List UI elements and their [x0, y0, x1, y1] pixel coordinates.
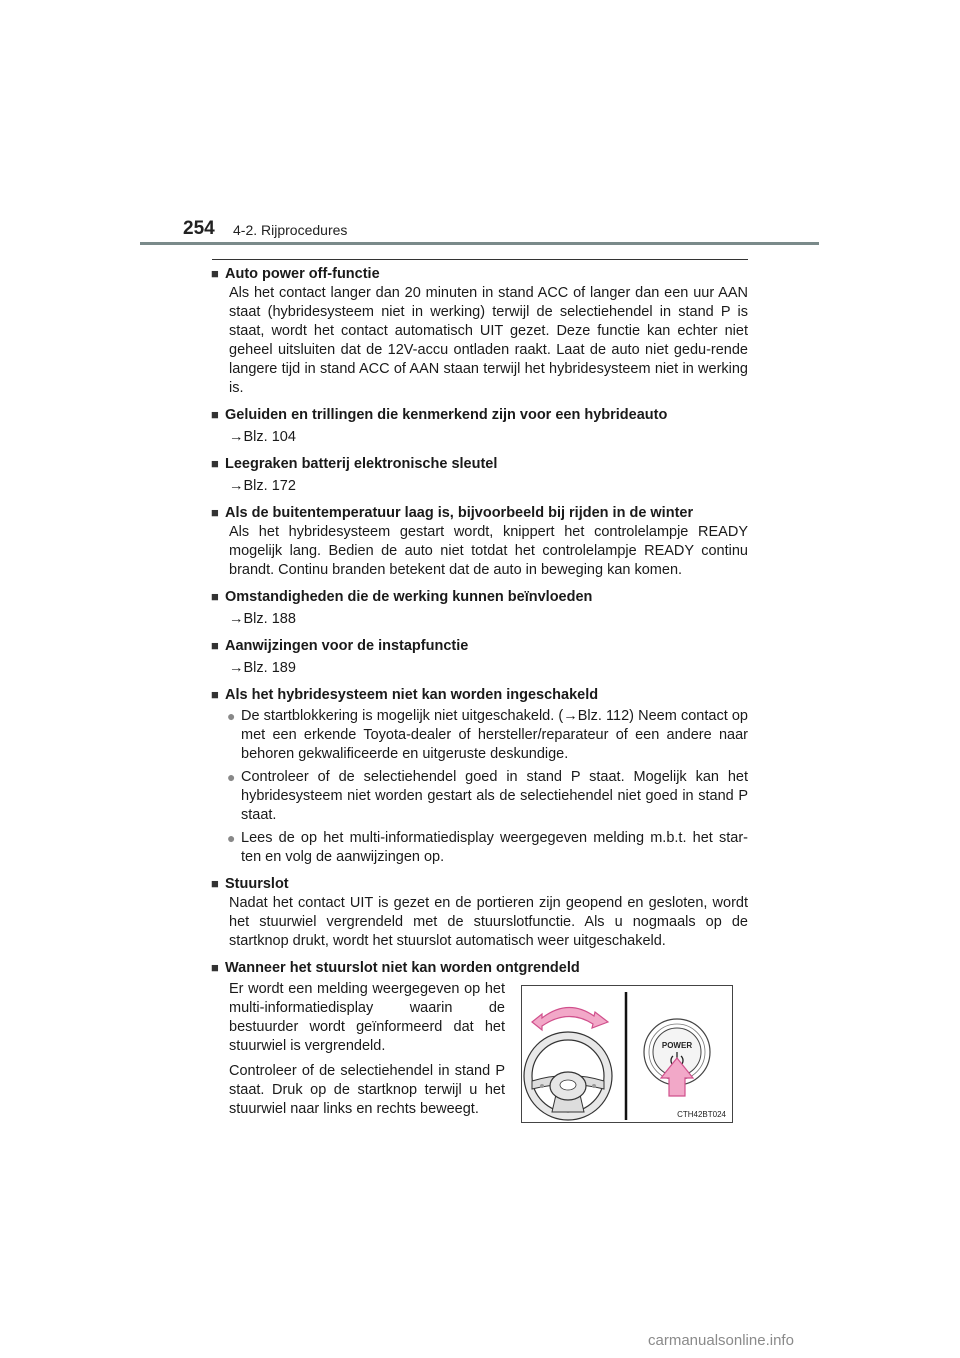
entry-text: Als het hybridesysteem gestart wordt, knippert het controlelampje READY mogelijk lang. Bedien de auto niet totdat het controlelampje READY continu brandt. Continu branden betekent dat de auto in beweging kan komen. [229, 524, 748, 578]
entry-title: Leegraken batterij elektronische sleutel [225, 456, 498, 472]
entry-niet-ingeschakeld [211, 685, 748, 867]
entry-instapfunctie [211, 636, 748, 678]
header-rule [140, 242, 819, 245]
main-content [211, 264, 748, 1135]
round-bullet-icon: ● [227, 769, 236, 785]
page-number: 254 [183, 218, 215, 239]
section-title: 4-2. Rijprocedures [233, 222, 348, 238]
entry-text: Als het contact langer dan 20 minuten in stand ACC of langer dan een uur AAN staat (hybridesysteem niet in werking) terwijl de selectiehendel in stand P is staat, wordt het contact automatisch UIT gezet. Deze functie kan echter niet geheel uitsluiten dat de 12V-accu ontladen raakt. Laat de auto niet gedu-rende langere tijd in stand ACC of AAN staan terwijl het hybridesysteem niet in werking is. [229, 285, 748, 396]
list-item [227, 707, 748, 764]
page-reference-link[interactable]: →Blz. 188 [229, 611, 296, 627]
entry-buitentemperatuur [211, 503, 748, 580]
page-reference-link[interactable]: →Blz. 104 [229, 429, 296, 445]
list-item [227, 829, 748, 867]
entry-stuurslot-ontgrendelen [211, 958, 748, 1128]
list-item-text: Controleer of de selectiehendel goed in stand P staat. Mogelijk kan het hybridesysteem niet worden gestart als de selectiehendel niet goed in stand P staat. [241, 769, 748, 823]
round-bullet-icon: ● [227, 830, 236, 846]
entry-title: Als de buitentemperatuur laag is, bijvoorbeeld bij rijden in de winter [225, 505, 694, 521]
square-bullet-icon: ■ [211, 876, 219, 891]
entry-text: Nadat het contact UIT is gezet en de portieren zijn geopend en gesloten, wordt het stuurwiel vergrendeld met de stuurslotfunctie. Als u nogmaals op de startknop drukt, wordt het stuurslot automatisch weer uitgeschakeld. [229, 895, 748, 949]
list-item-text: De startblokkering is mogelijk niet uitgeschakeld. (→Blz. 112) Neem contact op met een erkende Toyota-dealer of hersteller/reparateur of een andere naar behoren gekwalificeerde en uitgeruste deskundige. [241, 708, 748, 762]
rotate-arrow-icon [532, 1007, 608, 1030]
entry-omstandigheden [211, 587, 748, 629]
illustration-svg [522, 986, 732, 1122]
page-reference-link[interactable]: →Blz. 189 [229, 660, 296, 676]
entry-title: Wanneer het stuurslot niet kan worden ontgrendeld [225, 960, 580, 976]
entry-auto-power-off [211, 264, 748, 398]
entry-geluiden [211, 405, 748, 447]
square-bullet-icon: ■ [211, 407, 219, 422]
entry-stuurslot [211, 874, 748, 951]
entry-text: Controleer of de selectiehendel in stand P staat. Druk op de startknop terwijl u het stuurwiel naar links en rechts beweegt. [229, 1063, 505, 1117]
square-bullet-icon: ■ [211, 589, 219, 604]
round-bullet-icon: ● [227, 708, 236, 724]
watermark: carmanualsonline.info [648, 1332, 794, 1349]
entry-title: Aanwijzingen voor de instapfunctie [225, 638, 469, 654]
list-item-text: Lees de op het multi-informatiedisplay weergegeven melding m.b.t. het star-ten en volg de aanwijzingen op. [241, 830, 748, 865]
square-bullet-icon: ■ [211, 687, 219, 702]
square-bullet-icon: ■ [211, 456, 219, 471]
list-item [227, 768, 748, 825]
square-bullet-icon: ■ [211, 505, 219, 520]
square-bullet-icon: ■ [211, 960, 219, 975]
steering-wheel-power-button-illustration [521, 985, 733, 1123]
page-reference-link[interactable]: →Blz. 172 [229, 478, 296, 494]
entry-title: Omstandigheden die de werking kunnen beïnvloeden [225, 589, 593, 605]
entry-title: Auto power off-functie [225, 266, 380, 282]
entry-title: Als het hybridesysteem niet kan worden ingeschakeld [225, 687, 599, 703]
entry-leegraken [211, 454, 748, 496]
steering-wheel-icon [524, 1032, 612, 1120]
square-bullet-icon: ■ [211, 638, 219, 653]
content-rule [212, 259, 748, 260]
entry-title: Geluiden en trillingen die kenmerkend zijn voor een hybrideauto [225, 407, 668, 423]
entry-title: Stuurslot [225, 876, 289, 892]
figure-code: CTH42BT024 [677, 1110, 726, 1119]
entry-text: Er wordt een melding weergegeven op het multi-informatiedisplay waarin de bestuurder wordt geïnformeerd dat het stuurwiel is vergrendeld. [229, 981, 505, 1054]
power-label: POWER [661, 1041, 693, 1050]
square-bullet-icon: ■ [211, 266, 219, 281]
